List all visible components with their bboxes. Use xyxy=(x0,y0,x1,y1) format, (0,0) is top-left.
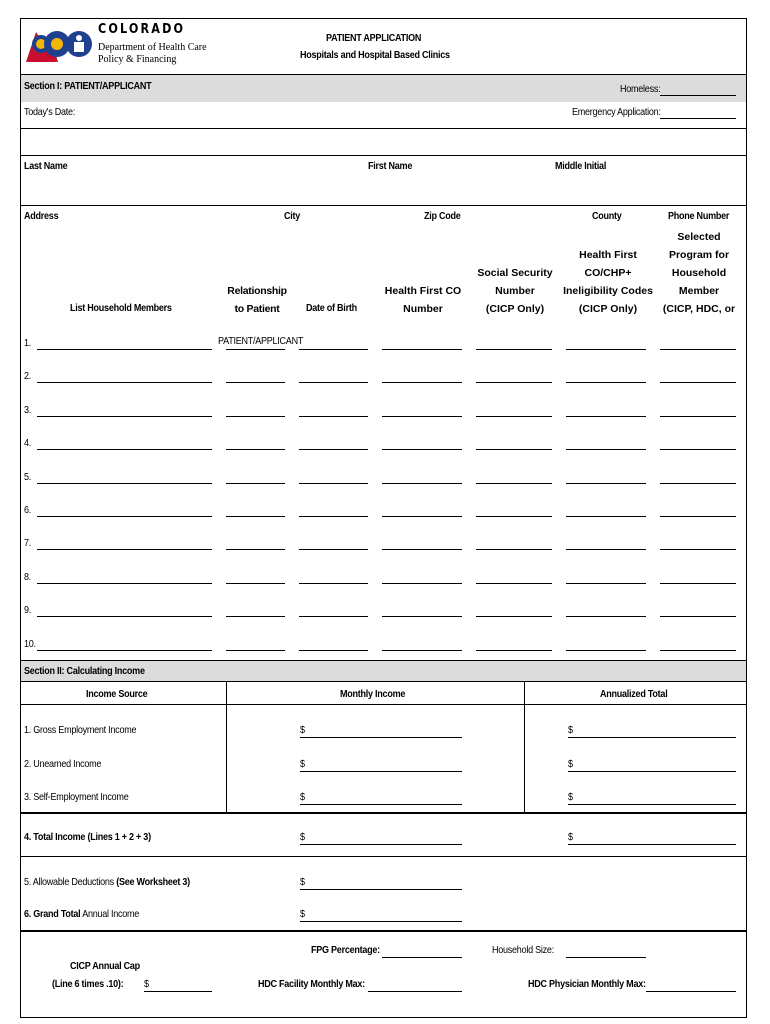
col-ssn: Social Security Number (CICP Only) xyxy=(477,267,553,315)
homeless-label: Homeless: xyxy=(620,83,661,95)
col-program: Selected Program for Household Member (CICP, HDC, or xyxy=(662,231,736,315)
total-income-label: 4. Total Income (Lines 1 + 2 + 3) xyxy=(24,831,151,843)
cicp-cap-field[interactable] xyxy=(144,991,212,992)
income-field[interactable] xyxy=(568,771,736,772)
cicp-cap-label: CICP Annual Cap xyxy=(70,960,140,972)
household-field[interactable] xyxy=(382,449,462,450)
col-relationship: Relationship to Patient xyxy=(227,285,287,315)
currency-symbol: $ xyxy=(300,908,305,920)
col-annualized-total: Annualized Total xyxy=(600,688,668,700)
household-field[interactable] xyxy=(37,549,212,550)
row-number: 7. xyxy=(24,537,32,550)
hdc-physician-field[interactable] xyxy=(646,991,736,992)
household-field[interactable] xyxy=(660,483,736,484)
household-field[interactable] xyxy=(299,650,368,651)
address-label: Address xyxy=(24,210,59,222)
unearned-income-label: 2. Unearned Income xyxy=(24,758,102,770)
household-field[interactable] xyxy=(476,349,552,350)
household-field[interactable] xyxy=(37,449,212,450)
row-number: 9. xyxy=(24,604,32,617)
household-field[interactable] xyxy=(476,449,552,450)
household-field[interactable] xyxy=(37,416,212,417)
household-field[interactable] xyxy=(382,549,462,550)
row-number: 5. xyxy=(24,470,32,483)
colorado-logo xyxy=(24,22,94,64)
household-field[interactable] xyxy=(37,616,212,617)
household-field[interactable] xyxy=(660,650,736,651)
cicp-cap-currency: $ xyxy=(144,978,149,990)
household-field[interactable] xyxy=(566,416,646,417)
row-number: 4. xyxy=(24,437,32,450)
household-field[interactable] xyxy=(226,583,285,584)
income-field[interactable] xyxy=(300,921,462,922)
household-field[interactable] xyxy=(382,483,462,484)
col-income-source: Income Source xyxy=(86,688,148,700)
household-field[interactable] xyxy=(660,416,736,417)
income-field[interactable] xyxy=(300,844,462,845)
todays-date-label: Today's Date: xyxy=(24,106,76,118)
income-field[interactable] xyxy=(300,804,462,805)
col-monthly-income: Monthly Income xyxy=(340,688,406,700)
logo-graphic xyxy=(24,22,94,64)
household-field[interactable] xyxy=(476,650,552,651)
household-field[interactable] xyxy=(226,549,285,550)
grand-total-label: 6. Grand Total Annual Income xyxy=(24,908,140,920)
household-field[interactable] xyxy=(566,516,646,517)
household-field[interactable] xyxy=(476,416,552,417)
household-field[interactable] xyxy=(226,449,285,450)
household-field[interactable] xyxy=(37,516,212,517)
cicp-cap-line: (Line 6 times .10): xyxy=(52,978,124,990)
dept-line-2: Policy & Financing xyxy=(98,54,177,65)
household-field[interactable] xyxy=(566,583,646,584)
self-employment-label: 3. Self-Employment Income xyxy=(24,791,129,803)
household-field[interactable] xyxy=(382,650,462,651)
household-field[interactable] xyxy=(476,483,552,484)
household-size-label: Household Size: xyxy=(492,944,554,956)
household-field[interactable] xyxy=(382,516,462,517)
household-field[interactable] xyxy=(226,616,285,617)
row-number: 6. xyxy=(24,504,32,516)
col-dob: Date of Birth xyxy=(306,302,357,314)
household-field[interactable] xyxy=(476,616,552,617)
city-label: City xyxy=(284,210,301,222)
household-field[interactable] xyxy=(382,382,462,383)
household-field[interactable] xyxy=(566,650,646,651)
household-field[interactable] xyxy=(476,516,552,517)
household-field[interactable] xyxy=(382,416,462,417)
income-field[interactable] xyxy=(300,737,462,738)
household-field[interactable] xyxy=(660,549,736,550)
county-label: County xyxy=(592,210,622,222)
income-field[interactable] xyxy=(568,804,736,805)
household-field[interactable] xyxy=(299,416,368,417)
household-field[interactable] xyxy=(299,349,368,350)
household-field[interactable] xyxy=(37,382,212,383)
hdc-facility-field[interactable] xyxy=(368,991,462,992)
currency-symbol: $ xyxy=(568,724,573,736)
household-field[interactable] xyxy=(299,382,368,383)
first-name-label: First Name xyxy=(368,160,413,172)
household-field[interactable] xyxy=(226,416,285,417)
household-field[interactable] xyxy=(299,583,368,584)
deductions-label: 5. Allowable Deductions (See Worksheet 3) xyxy=(24,876,190,888)
household-field[interactable] xyxy=(566,616,646,617)
household-field[interactable] xyxy=(37,650,212,651)
homeless-field[interactable] xyxy=(660,95,736,96)
household-field[interactable] xyxy=(566,549,646,550)
income-field[interactable] xyxy=(300,889,462,890)
household-field[interactable] xyxy=(37,583,212,584)
household-field[interactable] xyxy=(476,583,552,584)
household-field[interactable] xyxy=(660,616,736,617)
currency-symbol: $ xyxy=(300,791,305,803)
currency-symbol: $ xyxy=(300,758,305,770)
last-name-label: Last Name xyxy=(24,160,68,172)
household-field[interactable] xyxy=(226,516,285,517)
household-field[interactable] xyxy=(299,483,368,484)
household-field[interactable] xyxy=(476,549,552,550)
emergency-label: Emergency Application: xyxy=(572,106,661,118)
row-number: 1. xyxy=(24,337,32,349)
hdc-physician-label: HDC Physician Monthly Max: xyxy=(528,978,646,990)
form-title: PATIENT APPLICATION xyxy=(326,32,422,44)
household-field[interactable] xyxy=(226,382,285,383)
household-field[interactable] xyxy=(566,349,646,350)
household-field[interactable] xyxy=(226,650,285,651)
currency-symbol: $ xyxy=(568,758,573,770)
dept-line-1: Department of Health Care xyxy=(98,42,207,53)
household-field[interactable] xyxy=(382,583,462,584)
currency-symbol: $ xyxy=(300,724,305,736)
currency-symbol: $ xyxy=(300,876,305,888)
household-field[interactable] xyxy=(382,349,462,350)
household-field[interactable] xyxy=(299,516,368,517)
currency-symbol: $ xyxy=(568,791,573,803)
fpg-label: FPG Percentage: xyxy=(311,944,380,956)
household-field[interactable] xyxy=(566,483,646,484)
row-number: 10. xyxy=(24,637,36,650)
household-field[interactable] xyxy=(566,382,646,383)
household-field[interactable] xyxy=(37,349,212,350)
org-name: COLORADO xyxy=(98,22,186,37)
household-field[interactable] xyxy=(660,349,736,350)
household-field[interactable] xyxy=(660,516,736,517)
income-field[interactable] xyxy=(568,844,736,845)
household-field[interactable] xyxy=(660,382,736,383)
currency-symbol: $ xyxy=(568,831,573,843)
household-field[interactable] xyxy=(476,382,552,383)
phone-label: Phone Number xyxy=(668,210,730,222)
income-field[interactable] xyxy=(300,771,462,772)
household-field[interactable] xyxy=(299,549,368,550)
gross-income-label: 1. Gross Employment Income xyxy=(24,724,137,736)
form-subtitle: Hospitals and Hospital Based Clinics xyxy=(300,49,450,61)
fpg-field[interactable] xyxy=(382,957,462,958)
household-field[interactable] xyxy=(299,449,368,450)
row-number: 2. xyxy=(24,370,32,383)
household-field[interactable] xyxy=(382,616,462,617)
household-field[interactable] xyxy=(226,349,285,350)
household-field[interactable] xyxy=(299,616,368,617)
emergency-field[interactable] xyxy=(660,118,736,119)
currency-symbol: $ xyxy=(300,831,305,843)
section2-title: Section II: Calculating Income xyxy=(24,665,145,677)
row-number: 8. xyxy=(24,570,32,583)
income-field[interactable] xyxy=(568,737,736,738)
household-size-field[interactable] xyxy=(566,957,646,958)
household-field[interactable] xyxy=(660,449,736,450)
household-field[interactable] xyxy=(566,449,646,450)
col-health-first: Health First CO Number xyxy=(384,285,462,315)
household-field[interactable] xyxy=(37,483,212,484)
col-ineligibility: Health First CO/CHP+ Ineligibility Codes (CICP Only) xyxy=(563,249,653,315)
household-field[interactable] xyxy=(660,583,736,584)
zip-label: Zip Code xyxy=(424,210,461,222)
row-number: 3. xyxy=(24,403,32,416)
hdc-facility-label: HDC Facility Monthly Max: xyxy=(258,978,365,990)
patient-applicant-value: PATIENT/APPLICANT xyxy=(218,335,304,347)
middle-initial-label: Middle Initial xyxy=(555,160,607,172)
household-field[interactable] xyxy=(226,483,285,484)
section1-title: Section I: PATIENT/APPLICANT xyxy=(24,80,152,92)
col-members: List Household Members xyxy=(70,302,172,314)
